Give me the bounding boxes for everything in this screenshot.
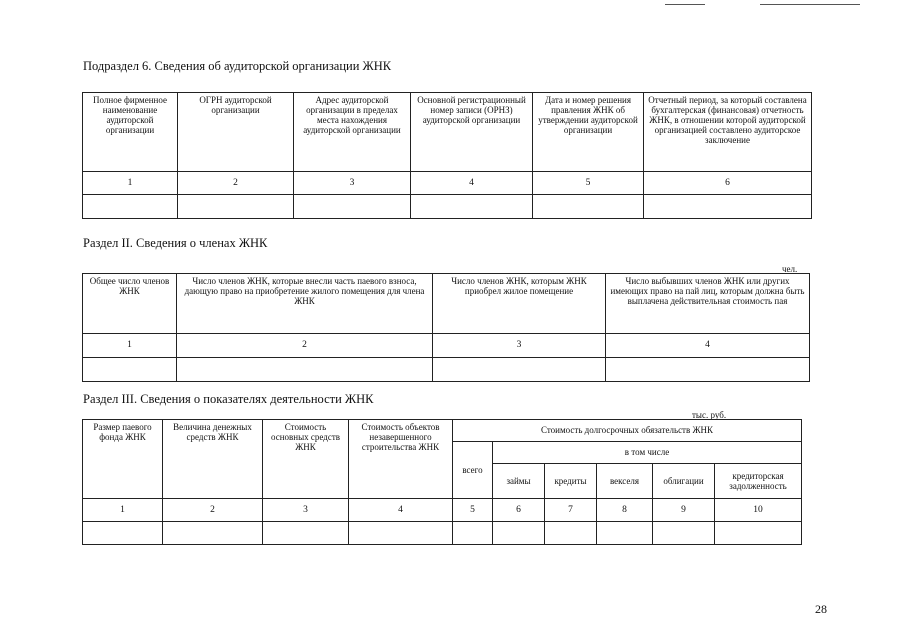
empty-data-cell [294,195,411,219]
header-auditor-ornz: Основной регистрационный номер записи (ОРНЗ) аудиторской организации [411,93,533,172]
top-edge-line [760,4,860,5]
column-number: 4 [349,499,453,522]
header-credits: кредиты [545,464,597,499]
empty-data-cell [493,522,545,545]
section2-heading: Раздел II. Сведения о членах ЖНК [83,236,268,250]
column-number: 5 [533,172,644,195]
column-number: 8 [597,499,653,522]
section3-heading: Раздел III. Сведения о показателях деятельности ЖНК [83,392,374,406]
empty-data-cell [433,358,606,382]
column-number: 4 [606,334,810,358]
empty-data-cell [653,522,715,545]
header-construction: Стоимость объектов незавершенного строительства ЖНК [349,420,453,499]
empty-data-cell [644,195,812,219]
empty-data-cell [545,522,597,545]
members-table [82,273,810,382]
column-number: 9 [653,499,715,522]
header-total: всего [453,442,493,499]
header-fixed-assets: Стоимость основных средств ЖНК [263,420,349,499]
column-number: 2 [177,334,433,358]
auditor-table [82,92,812,219]
column-number: 4 [411,172,533,195]
header-payables: кредиторская задолженность [715,464,802,499]
empty-data-cell [83,195,178,219]
empty-data-cell [715,522,802,545]
column-number: 7 [545,499,597,522]
empty-data-cell [533,195,644,219]
header-total-members: Общее число членов ЖНК [83,274,177,334]
header-bonds: облигации [653,464,715,499]
empty-data-cell [263,522,349,545]
header-cash: Величина денежных средств ЖНК [163,420,263,499]
empty-data-cell [163,522,263,545]
column-number: 3 [263,499,349,522]
empty-data-cell [597,522,653,545]
header-auditor-ogrn: ОГРН аудиторской организации [178,93,294,172]
header-housed-members: Число членов ЖНК, которым ЖНК приобрел жилое помещение [433,274,606,334]
activity-table [82,419,802,545]
empty-data-cell [83,522,163,545]
column-number: 1 [83,172,178,195]
empty-data-cell [411,195,533,219]
column-number: 3 [294,172,411,195]
empty-data-cell [349,522,453,545]
column-number: 6 [644,172,812,195]
column-number: 2 [163,499,263,522]
empty-data-cell [83,358,177,382]
header-retired-members: Число выбывших членов ЖНК или других имеющих право на пай лиц, которым должна быть выплачена действительная стоимость пая [606,274,810,334]
column-number: 3 [433,334,606,358]
empty-data-cell [606,358,810,382]
header-auditor-name: Полное фирменное наименование аудиторской организации [83,93,178,172]
section2-unit: чел. [782,264,798,274]
header-including: в том числе [493,442,802,464]
column-number: 6 [493,499,545,522]
page-number: 28 [815,602,827,616]
column-number: 10 [715,499,802,522]
column-number: 5 [453,499,493,522]
section3-unit: тыс. руб. [692,410,727,420]
header-loans: займы [493,464,545,499]
header-reporting-period: Отчетный период, за который составлена бухгалтерская (финансовая) отчетность ЖНК, в отношении которой аудиторской организацией составлено аудиторское заключение [644,93,812,172]
empty-data-cell [453,522,493,545]
header-auditor-address: Адрес аудиторской организации в пределах места нахождения аудиторской организации [294,93,411,172]
empty-data-cell [177,358,433,382]
header-bills: векселя [597,464,653,499]
empty-data-cell [178,195,294,219]
header-share-fund: Размер паевого фонда ЖНК [83,420,163,499]
column-number: 1 [83,499,163,522]
column-number: 1 [83,334,177,358]
subsection6-heading: Подраздел 6. Сведения об аудиторской организации ЖНК [83,59,392,73]
column-number: 2 [178,172,294,195]
header-paid-members: Число членов ЖНК, которые внесли часть паевого взноса, дающую право на приобретение жилого помещения для члена ЖНК [177,274,433,334]
top-edge-line [665,4,705,5]
header-long-term-liabilities: Стоимость долгосрочных обязательств ЖНК [453,420,802,442]
header-board-decision: Дата и номер решения правления ЖНК об утверждении аудиторской организации [533,93,644,172]
